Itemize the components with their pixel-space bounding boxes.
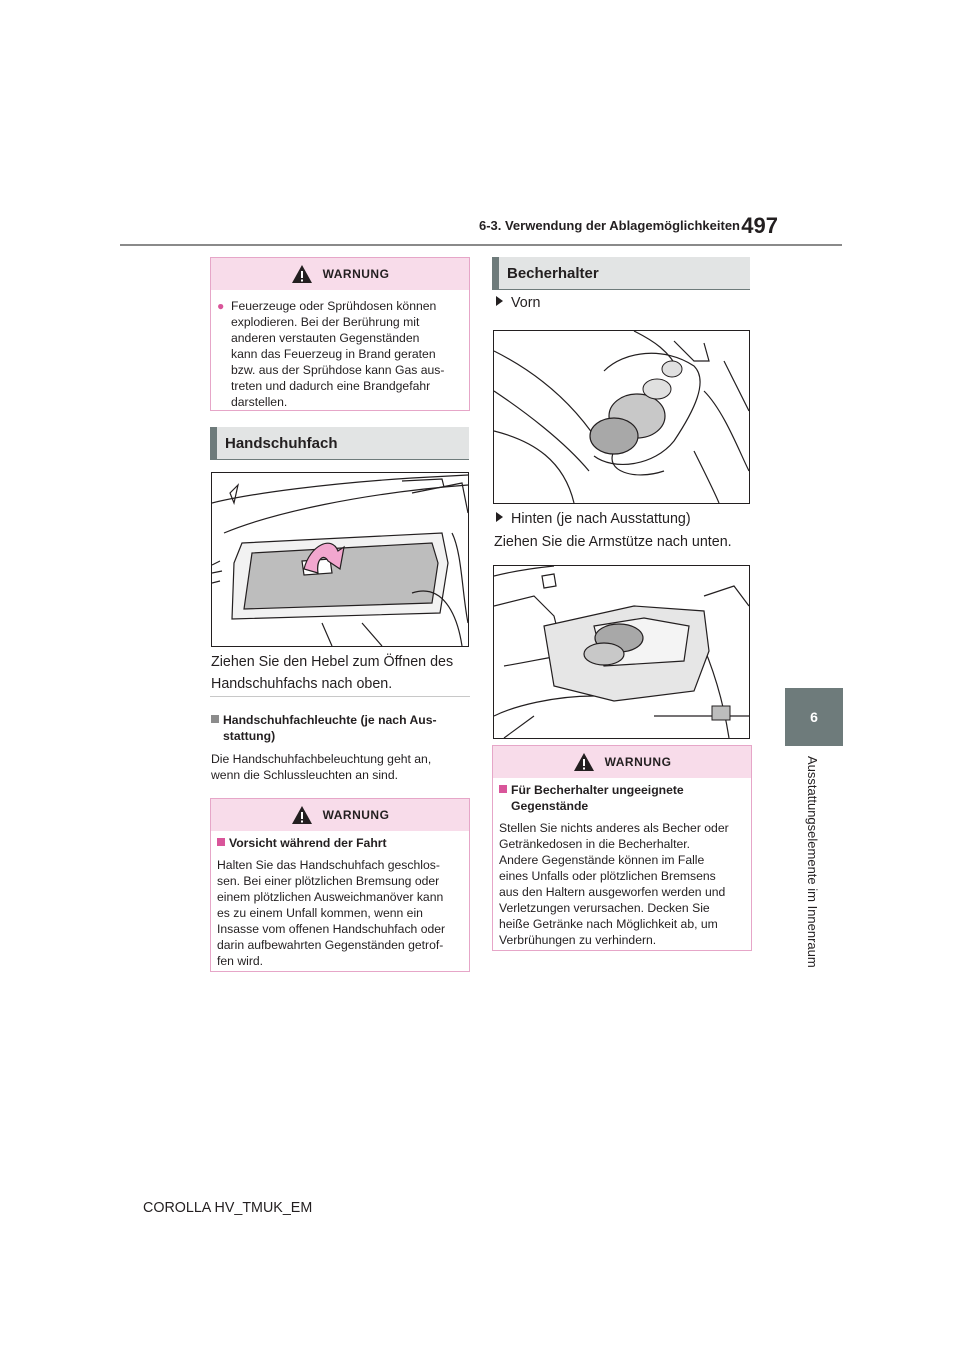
rear-label-text: Hinten (je nach Ausstattung) (511, 511, 691, 527)
rear-label (496, 508, 691, 530)
glovebox-drawing (212, 473, 468, 646)
front-cupholder-drawing (494, 331, 749, 503)
warning-line: kann das Feuerzeug in Brand geraten (231, 347, 436, 361)
warning-line: aus den Haltern ausgeworfen werden und (499, 885, 726, 899)
triangle-bullet-icon (496, 512, 503, 522)
section-title: 6-3. Verwendung der Ablagemöglichkeiten (478, 218, 740, 233)
warning-line: Insasse vom offenen Handschuhfach oder (217, 922, 446, 936)
warning-line: Verbrühungen zu verhindern. (499, 933, 657, 947)
warning-header (211, 258, 469, 290)
note-heading (211, 712, 471, 744)
square-bullet-icon (499, 785, 507, 793)
warning-line: bzw. aus der Sprühdose kann Gas aus- (231, 363, 445, 377)
warning-heading-line: Gegenstände (511, 799, 589, 813)
rear-cupholder-illustration (493, 565, 750, 739)
header-divider (120, 244, 842, 246)
section-header-glovebox (210, 427, 469, 459)
warning-line: es zu einem Unfall kommen, wenn ein (217, 906, 423, 920)
warning-line: explodieren. Bei der Berührung mit (231, 315, 420, 329)
warning-heading-line: Für Becherhalter ungeeignete (511, 783, 684, 797)
warning-line: fen wird. (217, 954, 264, 968)
warning-label: WARNUNG (604, 755, 672, 769)
warning-heading-text: Vorsicht während der Fahrt (229, 836, 387, 850)
chapter-number: 6 (810, 709, 818, 725)
rear-cupholder-drawing (494, 566, 749, 738)
note-heading-line: Handschuhfachleuchte (je nach Aus- (223, 713, 437, 727)
warning-heading (217, 835, 463, 851)
glovebox-light-note (211, 712, 471, 783)
warning-line: treten und dadurch eine Brandgefahr (231, 379, 431, 393)
front-label-text: Vorn (511, 295, 541, 311)
warning-body (211, 290, 469, 418)
warning-body (211, 831, 469, 977)
warning-header (211, 799, 469, 831)
warning-box-lighters (210, 257, 470, 411)
caption-line: Ziehen Sie den Hebel zum Öffnen des (211, 654, 454, 670)
chapter-title: Ausstattungselemente im Innenraum (805, 756, 820, 968)
warning-line: darin aufbewahrten Gegenständen getrof- (217, 938, 444, 952)
warning-label: WARNUNG (322, 267, 390, 281)
rear-instruction: Ziehen Sie die Armstütze nach unten. (494, 534, 732, 550)
square-bullet-icon (217, 838, 225, 846)
warning-line: einem plötzlichen Ausweichmanöver kann (217, 890, 444, 904)
glovebox-caption (211, 651, 471, 695)
model-code-footer: COROLLA HV_TMUK_EM (143, 1200, 313, 1216)
warning-box-cupholder (492, 745, 752, 951)
warning-line: eines Unfalls oder plötzlichen Bremsens (499, 869, 716, 883)
chapter-tab[interactable] (785, 688, 843, 746)
note-line: Die Handschuhfachbeleuchtung geht an, (211, 752, 432, 766)
warning-header (493, 746, 751, 778)
warning-heading (499, 782, 745, 814)
warning-triangle-icon (291, 805, 313, 825)
bullet-circle-icon: ● (217, 299, 225, 313)
caption-line: Handschuhfachs nach oben. (211, 676, 393, 692)
chapter-title-vertical (785, 752, 843, 1002)
divider (210, 696, 470, 697)
warning-line: Andere Gegenstände können im Falle (499, 853, 705, 867)
note-heading-line: stattung) (223, 729, 276, 743)
glovebox-illustration (211, 472, 469, 647)
warning-line: Getränkedosen in die Becherhalter. (499, 837, 691, 851)
warning-line: Halten Sie das Handschuhfach geschlos- (217, 858, 440, 872)
section-underline (492, 289, 750, 290)
warning-line: sen. Bei einer plötzlichen Bremsung oder (217, 874, 440, 888)
warning-line: heiße Getränke nach Möglichkeit ab, um (499, 917, 718, 931)
note-line: wenn die Schlussleuchten an sind. (211, 768, 398, 782)
front-cupholder-illustration (493, 330, 750, 504)
warning-line: Stellen Sie nichts anderes als Becher oder (499, 821, 729, 835)
warning-line: anderen verstauten Gegenständen (231, 331, 420, 345)
page-number: 497 (741, 213, 778, 238)
square-bullet-icon (211, 715, 219, 723)
front-label (496, 292, 540, 314)
warning-line: Feuerzeuge oder Sprühdosen können (231, 299, 437, 313)
triangle-bullet-icon (496, 296, 503, 306)
warning-line: darstellen. (231, 395, 288, 409)
warning-box-driving (210, 798, 470, 972)
warning-body (493, 778, 751, 956)
section-title-glovebox: Handschuhfach (225, 434, 338, 452)
note-text (211, 751, 471, 783)
section-title-cupholder: Becherhalter (507, 264, 599, 282)
section-underline (210, 459, 469, 460)
section-header-cupholder (492, 257, 750, 289)
warning-triangle-icon (573, 752, 595, 772)
warning-line: Verletzungen verursachen. Decken Sie (499, 901, 710, 915)
warning-label: WARNUNG (322, 808, 390, 822)
warning-triangle-icon (291, 264, 313, 284)
